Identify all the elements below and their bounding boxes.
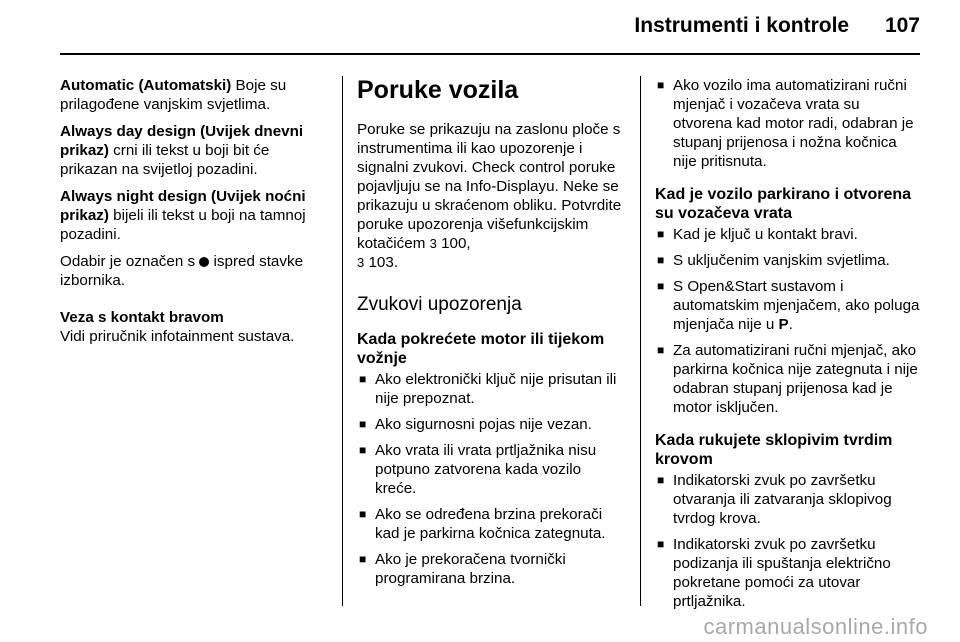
group-title-hardtop: Kada rukujete sklopivim tvrdim krovom [655,432,893,468]
square-bullet-icon: ■ [359,417,367,431]
list-item: ■ Indikatorski zvuk po završetku podizanja ili spuštanja električno pokretane pomoći za utovar prtljažnika. [657,536,891,610]
paragraph-day-design: Always day design (Uvijek dnevni prikaz) crni ili tekst u boji bit će prikazan na svijetloj pozadini. [60,123,304,178]
square-bullet-icon: ■ [657,78,665,92]
paragraph-automatic: Automatic (Automatski) Boje su prilagođene vanjskim svjetlima. [60,77,287,113]
square-bullet-icon: ■ [657,537,665,551]
term: Automatic (Automatski) [60,77,232,94]
list-item: ■ Ako je prekoračena tvornički programirana brzina. [359,551,566,587]
page-title: Instrumenti i kontrole [634,14,850,37]
column-divider [640,76,641,606]
list-item: ■ Indikatorski zvuk po završetku otvaranja ili zatvaranja sklopivog tvrdog krova. [657,472,892,527]
square-bullet-icon: ■ [359,443,367,457]
watermark: carmanualsonline.info [703,614,928,639]
bullet-list-driving [357,370,625,588]
section-title-ignition: Veza s kontakt bravom [60,309,224,326]
term: Always night design (Uvijek noćni prikaz) [60,188,306,224]
cross-reference-arrow-icon: 3 [429,236,437,251]
group-title-driving: Kada pokrećete motor ili tijekom vožnje [357,331,605,367]
page-reference-link[interactable]: 103 [368,254,394,271]
term: Always day design (Uvijek dnevni prikaz) [60,123,304,159]
paragraph-ignition: Vidi priručnik infotainment sustava. [60,328,295,345]
square-bullet-icon: ■ [359,552,367,566]
list-item: ■ S uključenim vanjskim svjetlima. [657,252,890,269]
list-item: ■ S Open&Start sustavom i automatskim mjenjačem, ako poluga mjenjača nije u P. [657,278,920,333]
list-item: ■ Kad je ključ u kontakt bravi. [657,226,858,243]
column-3 [655,76,921,618]
list-item: ■ Ako vrata ili vrata prtljažnika nisu potpuno zatvorena kada vozilo kreće. [359,442,597,497]
header-rule [60,53,920,55]
page-number: 107 [884,14,920,37]
square-bullet-icon: ■ [359,372,367,386]
square-bullet-icon: ■ [657,227,665,241]
paragraph-night-design: Always night design (Uvijek noćni prikaz) bijeli ili tekst u boji na tamnoj pozadini. [60,188,306,243]
page-header [634,14,920,38]
bullet-list-continued [655,76,921,171]
square-bullet-icon: ■ [657,343,665,357]
list-item: ■ Za automatizirani ručni mjenjač, ako parkirna kočnica nije zategnuta i nije odabran stupanj prijenosa kad je motor isključen. [657,342,918,416]
filled-dot-icon [199,257,209,267]
section-heading-vehicle-messages: Poruke vozila [357,76,519,104]
list-item: ■ Ako se određena brzina prekorači kad je parkirna kočnica zategnuta. [359,506,606,542]
paragraph-messages-intro: Poruke se prikazuju na zaslonu ploče s instrumentima ili kao upozorenje i signalni zvukovi. Check control poruke pojavljuju se na Info-Displayu. Neke se prikazuju u skraćenom obliku. Potvrdite poruke upozorenja višefunkcijskim kotačićem 3 100, 3 103. [357,121,622,271]
bullet-list-hardtop [655,471,921,611]
cross-reference-arrow-icon: 3 [357,255,365,270]
paragraph-selection: Odabir je označen s ispred stavke izbornika. [60,253,304,289]
list-item: ■ Ako vozilo ima automatizirani ručni mjenjač i vozačeva vrata su otvorena kad motor radi, odabran je stupanj prijenosa i nožna kočnica nije pritisnuta. [657,77,914,170]
list-item: ■ Ako elektronički ključ nije prisutan ili nije prepoznat. [359,371,617,407]
square-bullet-icon: ■ [657,473,665,487]
square-bullet-icon: ■ [657,279,665,293]
square-bullet-icon: ■ [359,507,367,521]
list-item: ■ Ako sigurnosni pojas nije vezan. [359,416,592,433]
square-bullet-icon: ■ [657,253,665,267]
subsection-heading-warning-chimes: Zvukovi upozorenja [357,294,522,315]
group-title-parked: Kad je vozilo parkirano i otvorena su vozačeva vrata [655,186,912,222]
column-divider [342,76,343,606]
bullet-list-parked [655,225,921,417]
page-reference-link[interactable]: 100 [441,235,467,252]
column-2 [357,76,625,595]
column-1 [60,76,328,354]
